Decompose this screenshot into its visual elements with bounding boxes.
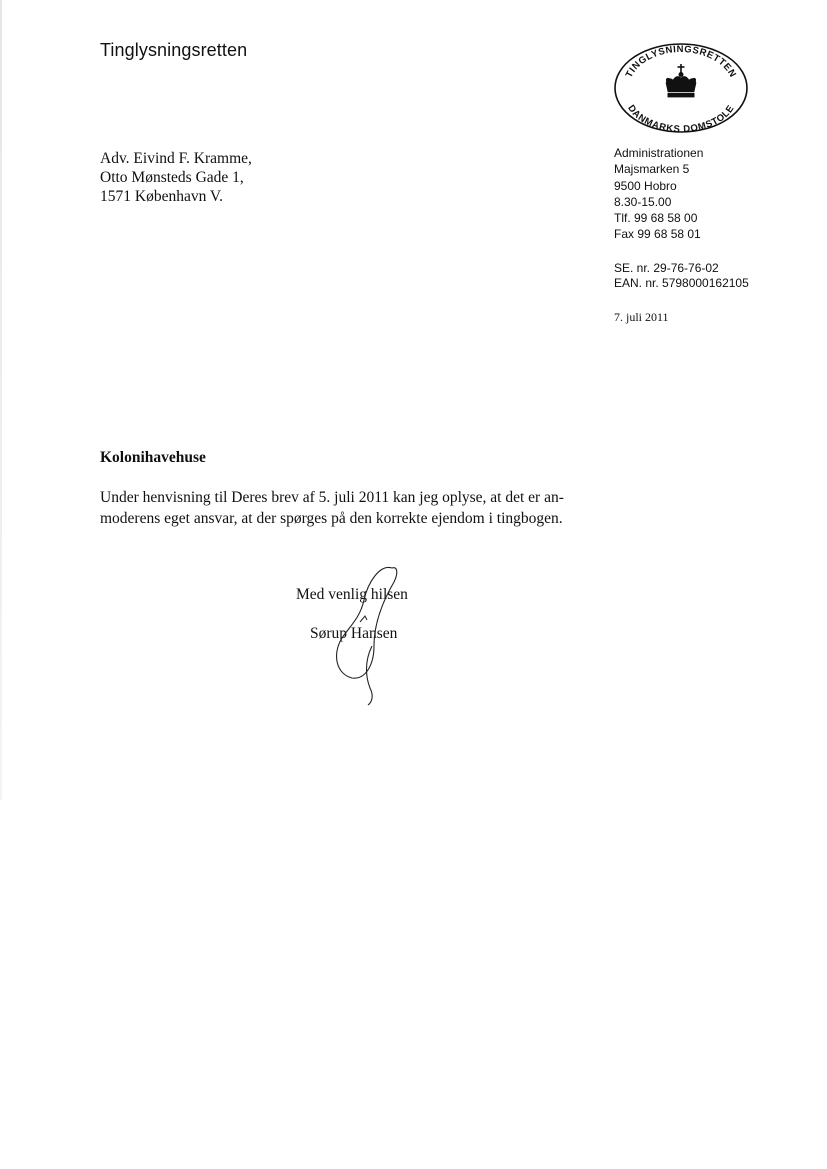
- crown-icon: [666, 64, 696, 97]
- office-line: Majsmarken 5: [614, 162, 690, 177]
- page-edge-shadow: [0, 0, 2, 800]
- seal-text-bottom: DANMARKS DOMSTOLE: [625, 103, 737, 134]
- office-line: Tlf. 99 68 58 00: [614, 211, 698, 226]
- sender-name: Tinglysningsretten: [100, 40, 248, 60]
- svg-text:DANMARKS DOMSTOLE: [625, 103, 736, 134]
- office-line: Fax 99 68 58 01: [614, 227, 701, 242]
- letter-body: [100, 487, 610, 529]
- recipient-line: Adv. Eivind F. Kramme,: [100, 150, 252, 167]
- closing-phrase: Med venlig hilsen: [296, 586, 408, 603]
- letter-subject: Kolonihavehuse: [100, 449, 206, 466]
- signatory-name: Sørup Hansen: [310, 625, 398, 642]
- seal-text-top: TINGLYSNINGSRETTEN: [623, 43, 739, 80]
- office-line: Administrationen: [614, 146, 704, 160]
- recipient-line: 1571 København V.: [100, 188, 223, 205]
- registration-numbers: [614, 261, 749, 290]
- recipient-line: Otto Mønsteds Gade 1,: [100, 169, 244, 186]
- office-contact: [614, 145, 703, 243]
- recipient-address: [100, 149, 252, 206]
- office-line: 9500 Hobro: [614, 178, 677, 193]
- office-line: 8.30-15.00: [614, 194, 672, 209]
- court-seal-logo: [611, 40, 751, 134]
- ean-number: EAN. nr. 5798000162105: [614, 275, 749, 290]
- se-number: SE. nr. 29-76-76-02: [614, 261, 719, 275]
- letter-date: 7. juli 2011: [614, 310, 669, 324]
- handwritten-signature: [320, 562, 400, 707]
- body-line: Under henvisning til Deres brev af 5. juli 2011 kan jeg oplyse, at det er an-: [100, 489, 564, 506]
- body-line: moderens eget ansvar, at der spørges på den korrekte ejendom i tingbogen.: [100, 510, 563, 527]
